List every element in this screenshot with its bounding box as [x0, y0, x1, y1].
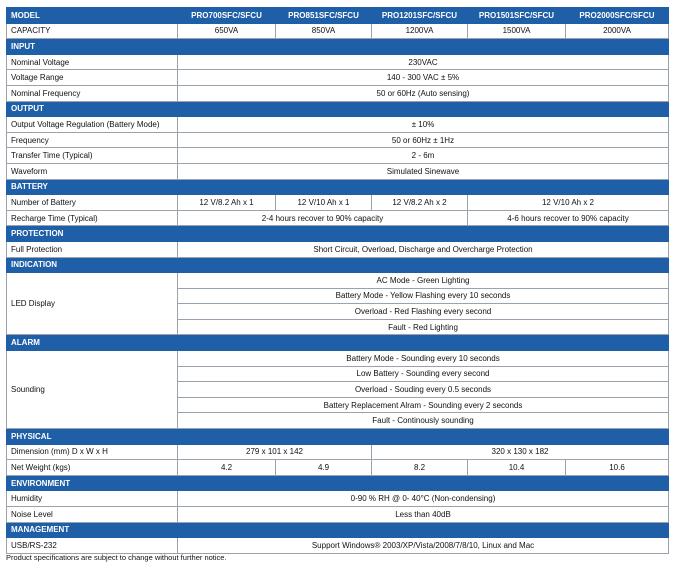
- battery-number-row: [7, 195, 669, 211]
- regulation-row: [7, 117, 669, 133]
- cell: 12 V/10 Ah x 2: [468, 195, 669, 211]
- section-header-environment: [7, 475, 669, 491]
- humidity-row: [7, 491, 669, 507]
- section-title: PHYSICAL: [7, 429, 669, 445]
- cell: Battery Mode - Yellow Flashing every 10 seconds: [178, 288, 669, 304]
- row-label: Humidity: [7, 491, 178, 507]
- cell: 12 V/8.2 Ah x 1: [178, 195, 276, 211]
- cell: 50 or 60Hz ± 1Hz: [178, 132, 669, 148]
- section-title: ALARM: [7, 335, 669, 351]
- cell: Short Circuit, Overload, Discharge and Overcharge Protection: [178, 241, 669, 257]
- section-header-output: [7, 101, 669, 117]
- row-label: Nominal Frequency: [7, 85, 178, 101]
- cell: Battery Mode - Sounding every 10 seconds: [178, 351, 669, 367]
- cell: 4.9: [276, 460, 372, 476]
- cell: Low Battery - Sounding every second: [178, 366, 669, 382]
- cell: 140 - 300 VAC ± 5%: [178, 70, 669, 86]
- cell: 8.2: [372, 460, 468, 476]
- section-header-battery: [7, 179, 669, 195]
- section-header-management: [7, 522, 669, 538]
- row-label: Frequency: [7, 132, 178, 148]
- cell: 2000VA: [566, 23, 669, 39]
- cell: 4.2: [178, 460, 276, 476]
- row-label: Voltage Range: [7, 70, 178, 86]
- section-title: BATTERY: [7, 179, 669, 195]
- row-label: LED Display: [7, 273, 178, 335]
- row-label: Waveform: [7, 163, 178, 179]
- row-label: Output Voltage Regulation (Battery Mode): [7, 117, 178, 133]
- section-header-physical: [7, 429, 669, 445]
- model-name: PRO851SFC/SFCU: [276, 8, 372, 24]
- row-label: Net Weight (kgs): [7, 460, 178, 476]
- cell: Battery Replacement Alram - Sounding every 2 seconds: [178, 397, 669, 413]
- capacity-row: [7, 23, 669, 39]
- cell: 0-90 % RH @ 0- 40°C (Non-condensing): [178, 491, 669, 507]
- section-title: ENVIRONMENT: [7, 475, 669, 491]
- cell: 50 or 60Hz (Auto sensing): [178, 85, 669, 101]
- cell: Support Windows® 2003/XP/Vista/2008/7/8/10, Linux and Mac: [178, 538, 669, 554]
- section-title: INPUT: [7, 39, 669, 55]
- section-header-input: [7, 39, 669, 55]
- cell: 12 V/8.2 Ah x 2: [372, 195, 468, 211]
- model-header-row: [7, 8, 669, 24]
- net-weight-row: [7, 460, 669, 476]
- section-title: OUTPUT: [7, 101, 669, 117]
- transfer-time-row: [7, 148, 669, 164]
- cell: Overload - Red Flashing every second: [178, 304, 669, 320]
- cell: Less than 40dB: [178, 507, 669, 523]
- cell: 4-6 hours recover to 90% capacity: [468, 210, 669, 226]
- row-label: Number of Battery: [7, 195, 178, 211]
- model-label: MODEL: [7, 8, 178, 24]
- cell: 10.6: [566, 460, 669, 476]
- recharge-time-row: [7, 210, 669, 226]
- cell: Overload - Souding every 0.5 seconds: [178, 382, 669, 398]
- section-header-alarm: [7, 335, 669, 351]
- row-label: Noise Level: [7, 507, 178, 523]
- row-label: CAPACITY: [7, 23, 178, 39]
- row-label: Transfer Time (Typical): [7, 148, 178, 164]
- model-name: PRO700SFC/SFCU: [178, 8, 276, 24]
- section-header-protection: [7, 226, 669, 242]
- cell: 650VA: [178, 23, 276, 39]
- row-label: Recharge Time (Typical): [7, 210, 178, 226]
- voltage-range-row: [7, 70, 669, 86]
- cell: 10.4: [468, 460, 566, 476]
- row-label: Dimension (mm) D x W x H: [7, 444, 178, 460]
- cell: 2 - 6m: [178, 148, 669, 164]
- nominal-frequency-row: [7, 85, 669, 101]
- cell: 1500VA: [468, 23, 566, 39]
- noise-level-row: [7, 507, 669, 523]
- cell: Simulated Sinewave: [178, 163, 669, 179]
- row-label: Sounding: [7, 351, 178, 429]
- led-display-row: [7, 273, 669, 289]
- footnote: Product specifications are subject to change without further notice.: [6, 553, 227, 562]
- section-title: MANAGEMENT: [7, 522, 669, 538]
- cell: 230VAC: [178, 54, 669, 70]
- spec-table: [6, 7, 669, 554]
- model-name: PRO1201SFC/SFCU: [372, 8, 468, 24]
- nominal-voltage-row: [7, 54, 669, 70]
- dimension-row: [7, 444, 669, 460]
- row-label: Full Protection: [7, 241, 178, 257]
- cell: AC Mode - Green Lighting: [178, 273, 669, 289]
- cell: 12 V/10 Ah x 1: [276, 195, 372, 211]
- cell: 1200VA: [372, 23, 468, 39]
- cell: 320 x 130 x 182: [372, 444, 669, 460]
- section-header-indication: [7, 257, 669, 273]
- frequency-row: [7, 132, 669, 148]
- section-title: PROTECTION: [7, 226, 669, 242]
- usb-row: [7, 538, 669, 554]
- row-label: USB/RS-232: [7, 538, 178, 554]
- model-name: PRO2000SFC/SFCU: [566, 8, 669, 24]
- cell: 2-4 hours recover to 90% capacity: [178, 210, 468, 226]
- cell: Fault - Red Lighting: [178, 319, 669, 335]
- cell: Fault - Continously sounding: [178, 413, 669, 429]
- model-name: PRO1501SFC/SFCU: [468, 8, 566, 24]
- cell: 279 x 101 x 142: [178, 444, 372, 460]
- full-protection-row: [7, 241, 669, 257]
- row-label: Nominal Voltage: [7, 54, 178, 70]
- sounding-row: [7, 351, 669, 367]
- cell: ± 10%: [178, 117, 669, 133]
- cell: 850VA: [276, 23, 372, 39]
- waveform-row: [7, 163, 669, 179]
- section-title: INDICATION: [7, 257, 669, 273]
